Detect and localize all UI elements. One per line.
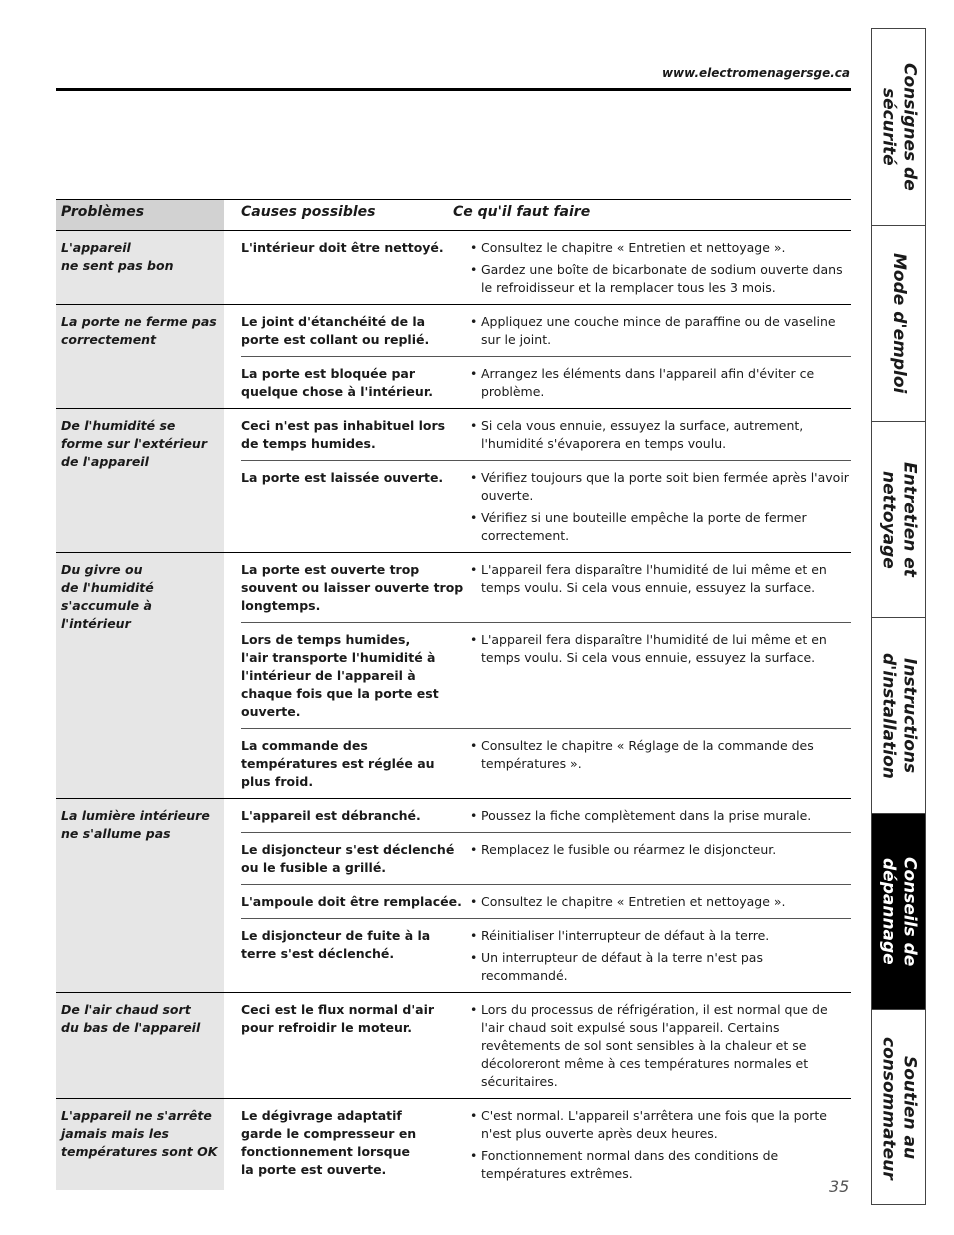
remedy-text: Si cela vous ennuie, essuyez la surface, autrement, l'humidité s'évaporera en temps voulu. — [481, 418, 804, 451]
remedy-item — [470, 239, 851, 257]
remedy-list — [470, 737, 851, 791]
problem-group — [56, 231, 851, 305]
remedy-text: L'appareil fera disparaître l'humidité de lui même et en temps voulu. Si cela vous ennuie, essuyez la surface. — [481, 632, 827, 665]
table-row — [241, 461, 851, 552]
side-tab-bar — [871, 28, 926, 1205]
problem-group — [56, 1099, 851, 1190]
bullet-icon: • — [470, 314, 478, 329]
bullet-icon: • — [470, 262, 478, 277]
table-row — [241, 993, 851, 1098]
cause-text: Ceci est le flux normal d'air pour refroidir le moteur. — [241, 1002, 435, 1035]
cause-text: L'appareil est débranché. — [241, 808, 421, 823]
bullet-icon: • — [470, 928, 478, 943]
side-tab[interactable] — [872, 29, 925, 226]
cause-text: Lors de temps humides, l'air transporte l'humidité à l'intérieur de l'appareil à chaque fois que la porte est ouverte. — [241, 632, 439, 719]
problem-group — [56, 799, 851, 993]
cause-text: La porte est laissée ouverte. — [241, 470, 444, 485]
remedy-text: Appliquez une couche mince de paraffine ou de vaseline sur le joint. — [481, 314, 836, 347]
side-tab-label: Entretien et nettoyage — [878, 462, 920, 577]
remedy-item — [470, 313, 851, 349]
problem-label: La lumière intérieure ne s'allume pas — [56, 799, 224, 992]
remedy-text: Vérifiez toujours que la porte soit bien fermée après l'avoir ouverte. — [481, 470, 849, 503]
remedy-item — [470, 365, 851, 401]
table-row — [241, 1099, 851, 1190]
cause-text: L'intérieur doit être nettoyé. — [241, 240, 444, 255]
remedy-list — [470, 927, 851, 985]
remedy-text: C'est normal. L'appareil s'arrêtera une fois que la porte n'est plus ouverte après deux heures. — [481, 1108, 827, 1141]
table-row — [241, 357, 851, 408]
cause-text: Ceci n'est pas inhabituel lors de temps humides. — [241, 418, 446, 451]
remedy-text: Remplacez le fusible ou réarmez le disjoncteur. — [481, 842, 777, 857]
side-tab[interactable] — [872, 1010, 925, 1206]
bullet-icon: • — [470, 562, 478, 577]
remedy-text: Consultez le chapitre « Entretien et nettoyage ». — [481, 894, 786, 909]
remedy-item — [470, 737, 851, 773]
problem-label: De l'humidité se forme sur l'extérieur de l'appareil — [56, 409, 224, 552]
header-causes: Causes possibles — [241, 204, 376, 220]
bullet-icon: • — [470, 366, 478, 381]
table-row — [241, 409, 851, 461]
remedy-item — [470, 949, 851, 985]
table-row — [241, 885, 851, 919]
problem-group — [56, 305, 851, 409]
remedy-text: Gardez une boîte de bicarbonate de sodium ouverte dans le refroidisseur et la remplacer tous les 3 mois. — [481, 262, 843, 295]
cause-text: Le dégivrage adaptatif garde le compresseur en fonctionnement lorsque la porte est ouverte. — [241, 1108, 417, 1177]
cause-text: La porte est ouverte trop souvent ou laisser ouverte trop longtemps. — [241, 562, 464, 613]
cause-text: La porte est bloquée par quelque chose à l'intérieur. — [241, 366, 433, 399]
table-row — [241, 553, 851, 623]
remedy-text: L'appareil fera disparaître l'humidité de lui même et en temps voulu. Si cela vous ennuie, essuyez la surface. — [481, 562, 827, 595]
header-remedies: Ce qu'il faut faire — [453, 204, 591, 220]
troubleshooting-table — [56, 199, 851, 1190]
remedy-list — [470, 365, 851, 401]
remedy-item — [470, 261, 851, 297]
side-tab[interactable] — [872, 618, 925, 814]
cause-rows — [241, 409, 851, 552]
bullet-icon: • — [470, 1148, 478, 1163]
remedy-item — [470, 1147, 851, 1183]
remedy-list — [470, 313, 851, 349]
remedy-list — [470, 631, 851, 721]
remedy-text: Lors du processus de réfrigération, il est normal que de l'air chaud soit expulsé sous l'appareil. Certains revêtements de sol sont sensibles à la chaleur et se décoloreront même à ces températures normales et sécuritaires. — [481, 1002, 828, 1089]
remedy-item — [470, 927, 851, 945]
table-row — [241, 729, 851, 798]
cause-rows — [241, 1099, 851, 1190]
remedy-list — [470, 469, 851, 545]
remedy-item — [470, 417, 851, 453]
cause-rows — [241, 799, 851, 992]
problem-label: La porte ne ferme pas correctement — [56, 305, 224, 408]
remedy-text: Un interrupteur de défaut à la terre n'est pas recommandé. — [481, 950, 763, 983]
problem-label: L'appareil ne s'arrête jamais mais les températures sont OK — [56, 1099, 224, 1190]
side-tab-label: Consignes de sécurité — [878, 63, 920, 191]
page-number: 35 — [829, 1177, 850, 1196]
bullet-icon: • — [470, 842, 478, 857]
cause-text: Le disjoncteur s'est déclenché ou le fusible a grillé. — [241, 842, 455, 875]
remedy-item — [470, 1001, 851, 1091]
remedy-item — [470, 509, 851, 545]
problem-group — [56, 553, 851, 799]
problem-group — [56, 993, 851, 1099]
side-tab-label: Conseils de dépannage — [878, 856, 920, 967]
cause-text: La commande des températures est réglée au plus froid. — [241, 738, 435, 789]
remedy-item — [470, 841, 851, 859]
remedy-text: Vérifiez si une bouteille empêche la porte de fermer correctement. — [481, 510, 807, 543]
side-tab[interactable] — [872, 422, 925, 618]
cause-text: Le joint d'étanchéité de la porte est collant ou replié. — [241, 314, 430, 347]
remedy-list — [470, 417, 851, 453]
cause-text: Le disjoncteur de fuite à la terre s'est déclenché. — [241, 928, 431, 961]
problem-group — [56, 409, 851, 553]
bullet-icon: • — [470, 894, 478, 909]
table-row — [241, 231, 851, 304]
table-row — [241, 305, 851, 357]
table-row — [241, 799, 851, 833]
problem-label: De l'air chaud sort du bas de l'appareil — [56, 993, 224, 1098]
remedy-item — [470, 893, 851, 911]
remedy-list — [470, 807, 851, 825]
side-tab[interactable] — [872, 814, 925, 1010]
remedy-list — [470, 1001, 851, 1091]
problem-label: L'appareil ne sent pas bon — [56, 231, 224, 304]
table-body — [56, 231, 851, 1190]
cause-rows — [241, 993, 851, 1098]
bullet-icon: • — [470, 950, 478, 965]
cause-text: L'ampoule doit être remplacée. — [241, 894, 462, 909]
bullet-icon: • — [470, 240, 478, 255]
remedy-list — [470, 893, 851, 911]
side-tab-label: Mode d'emploi — [889, 253, 909, 394]
remedy-item — [470, 561, 851, 597]
remedy-list — [470, 841, 851, 877]
bullet-icon: • — [470, 808, 478, 823]
remedy-item — [470, 807, 851, 825]
remedy-text: Consultez le chapitre « Réglage de la commande des températures ». — [481, 738, 814, 771]
side-tab-label: Instructions d'installation — [878, 652, 920, 779]
website-url: www.electromenagersge.ca — [661, 66, 850, 80]
remedy-item — [470, 469, 851, 505]
side-tab[interactable] — [872, 226, 925, 422]
remedy-text: Poussez la fiche complètement dans la prise murale. — [481, 808, 812, 823]
table-header — [56, 199, 851, 231]
bullet-icon: • — [470, 1108, 478, 1123]
cause-rows — [241, 231, 851, 304]
bullet-icon: • — [470, 418, 478, 433]
problem-label: Du givre ou de l'humidité s'accumule à l'intérieur — [56, 553, 224, 798]
table-row — [241, 833, 851, 885]
header-problems: Problèmes — [56, 200, 224, 230]
remedy-text: Réinitialiser l'interrupteur de défaut à la terre. — [481, 928, 770, 943]
bullet-icon: • — [470, 470, 478, 485]
remedy-text: Fonctionnement normal dans des conditions de températures extrêmes. — [481, 1148, 779, 1181]
remedy-list — [470, 1107, 851, 1183]
header-rule — [56, 88, 851, 91]
table-row — [241, 623, 851, 729]
cause-rows — [241, 553, 851, 798]
remedy-item — [470, 631, 851, 667]
side-tab-label: Soutien au consommateur — [878, 1036, 920, 1180]
bullet-icon: • — [470, 510, 478, 525]
cause-rows — [241, 305, 851, 408]
remedy-item — [470, 1107, 851, 1143]
bullet-icon: • — [470, 632, 478, 647]
remedy-list — [470, 561, 851, 615]
remedy-list — [470, 239, 851, 297]
table-row — [241, 919, 851, 992]
bullet-icon: • — [470, 738, 478, 753]
remedy-text: Arrangez les éléments dans l'appareil afin d'éviter ce problème. — [481, 366, 815, 399]
bullet-icon: • — [470, 1002, 478, 1017]
remedy-text: Consultez le chapitre « Entretien et nettoyage ». — [481, 240, 786, 255]
